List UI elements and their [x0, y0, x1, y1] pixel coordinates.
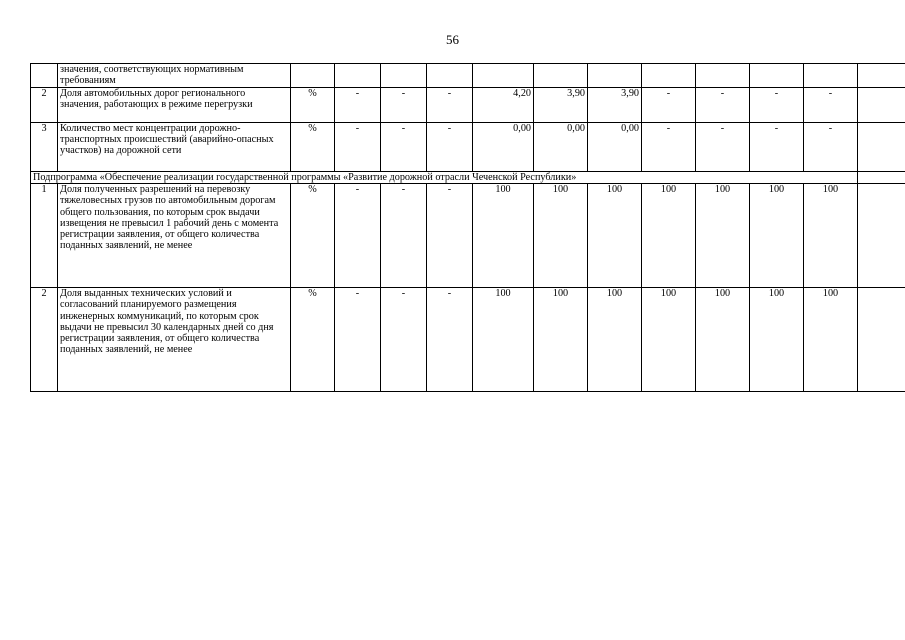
value-cell: -	[427, 288, 473, 392]
value-cell: 100	[642, 184, 696, 288]
row-number: 1	[31, 184, 58, 288]
value-cell: 100	[696, 288, 750, 392]
indicator-name: Количество мест концентрации дорожно-транспортных происшествий (аварийно-опасных участков) на дорожной сети	[58, 123, 291, 172]
table-row	[31, 64, 905, 88]
value-cell: 100	[473, 184, 534, 288]
value-cell: -	[427, 123, 473, 172]
indicator-name: Доля выданных технических условий и согласований планируемого размещения инженерных коммуникаций, по которым срок выдачи не превысил 30 календарных дней со дня регистрации заявления, от общего количества поданных заявлений, не менее	[58, 288, 291, 392]
value-cell: -	[750, 123, 804, 172]
value-cell	[427, 64, 473, 88]
page-number: 56	[446, 32, 459, 47]
row-number: 3	[31, 123, 58, 172]
subprogram-title: Подпрограмма «Обеспечение реализации государственной программы «Развитие дорожной отрасли Чеченской Республики»	[31, 172, 858, 184]
table-row	[31, 88, 905, 123]
subprogram-row	[31, 172, 905, 184]
value-cell: 100	[696, 184, 750, 288]
value-cell: -	[642, 123, 696, 172]
table-row	[31, 288, 905, 392]
value-cell: -	[427, 184, 473, 288]
value-cell: -	[696, 88, 750, 123]
indicator-name: значения, соответствующих нормативным требованиям	[58, 64, 291, 88]
value-cell: -	[335, 184, 381, 288]
value-cell	[696, 64, 750, 88]
value-cell	[473, 64, 534, 88]
value-cell: 100	[534, 184, 588, 288]
table-row	[31, 184, 905, 288]
value-cell: -	[750, 88, 804, 123]
unit-cell: %	[291, 288, 335, 392]
value-cell	[804, 64, 858, 88]
value-cell: -	[427, 88, 473, 123]
row-number: 2	[31, 288, 58, 392]
value-cell: 3,90	[534, 88, 588, 123]
unit-cell: %	[291, 184, 335, 288]
indicators-table	[30, 63, 905, 392]
row-number	[31, 64, 58, 88]
value-cell: 100	[588, 184, 642, 288]
value-cell	[588, 64, 642, 88]
value-cell: -	[381, 288, 427, 392]
indicator-name: Доля автомобильных дорог регионального значения, работающих в режиме перегрузки	[58, 88, 291, 123]
value-cell: -	[335, 288, 381, 392]
value-cell: 0,00	[588, 123, 642, 172]
unit-cell: %	[291, 123, 335, 172]
value-cell	[750, 64, 804, 88]
value-cell: -	[381, 88, 427, 123]
value-cell	[858, 88, 905, 123]
value-cell: 100	[750, 288, 804, 392]
unit-cell: %	[291, 88, 335, 123]
value-cell: 100	[642, 288, 696, 392]
unit-cell	[291, 64, 335, 88]
value-cell: -	[696, 123, 750, 172]
value-cell: 100	[750, 184, 804, 288]
indicator-name: Доля полученных разрешений на перевозку тяжеловесных грузов по автомобильным дорогам общего пользования, по которым срок выдачи извещения не превысил 1 рабочий день с момента регистрации заявления, от общего количества поданных заявлений, не менее	[58, 184, 291, 288]
value-cell: 3,90	[588, 88, 642, 123]
value-cell: 0,00	[534, 123, 588, 172]
value-cell: 100	[588, 288, 642, 392]
value-cell	[642, 64, 696, 88]
value-cell	[381, 64, 427, 88]
value-cell	[858, 123, 905, 172]
value-cell: -	[335, 123, 381, 172]
value-cell: -	[381, 123, 427, 172]
value-cell: -	[335, 88, 381, 123]
value-cell: 100	[804, 288, 858, 392]
table-row	[31, 123, 905, 172]
value-cell: -	[642, 88, 696, 123]
value-cell: 100	[473, 288, 534, 392]
value-cell: 0,00	[473, 123, 534, 172]
value-cell: -	[804, 123, 858, 172]
empty-cell	[858, 184, 905, 288]
value-cell	[534, 64, 588, 88]
value-cell: 100	[804, 184, 858, 288]
value-cell	[335, 64, 381, 88]
empty-cell	[858, 172, 905, 184]
value-cell: 100	[534, 288, 588, 392]
row-number: 2	[31, 88, 58, 123]
value-cell: 4,20	[473, 88, 534, 123]
empty-cell	[858, 288, 905, 392]
value-cell: -	[804, 88, 858, 123]
value-cell: -	[381, 184, 427, 288]
value-cell	[858, 64, 905, 88]
